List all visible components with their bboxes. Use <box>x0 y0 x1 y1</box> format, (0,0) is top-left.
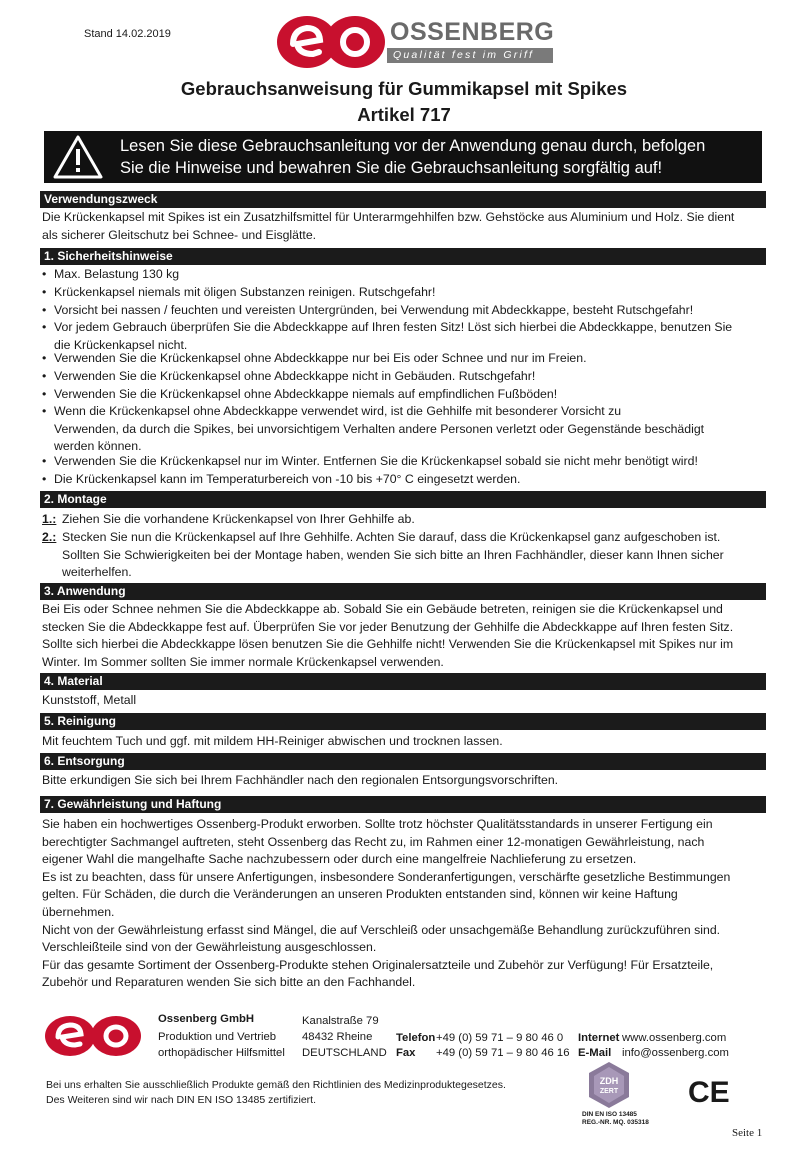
text-line: • Vorsicht bei nassen / feuchten und vereisten Untergründen, bei Verwendung mit Abdeckkappe, besteht Rutschgefahr! <box>54 303 694 317</box>
footer-mail-label: E-Mail <box>578 1047 612 1059</box>
section-heading-gewaehrleistung: 7. Gewährleistung und Haftung <box>40 796 766 813</box>
text-line: die Krückenkapsel nicht. <box>54 337 188 352</box>
text-line: gelten. Für Schäden, die durch die Veränderungen an unseren Produkten entstanden sind, können wir keine Haftung <box>42 887 678 902</box>
footer-tel: +49 (0) 59 71 – 9 80 46 0 <box>436 1032 564 1044</box>
gewaehrleistung-text <box>42 816 766 992</box>
text-line: Die Krückenkapsel mit Spikes ist ein Zusatzhilfsmittel für Unterarmgehhilfen bzw. Gehstöcke aus Aluminium und Holz. Sie dient <box>42 210 735 224</box>
text-line: • Verwenden Sie die Krückenkapsel ohne Abdeckkappe nur bei Eis oder Schnee und nur im Freien. <box>54 351 587 365</box>
step-number: 1.: <box>42 512 57 526</box>
anwendung-text <box>42 601 766 671</box>
section-heading-montage: 2. Montage <box>40 491 766 508</box>
montage-step <box>42 529 766 582</box>
bullet-item <box>42 403 766 456</box>
ce-mark: CE <box>688 1076 730 1109</box>
text-line: stecken Sie die Abdeckkappe fest auf. Überprüfen Sie vor jeder Benutzung der Gehhilfe die Abdeckkappe auf Ihren festen Sitz. <box>42 619 734 634</box>
text-line: Stecken Sie nun die Krückenkapsel auf Ihre Gehhilfe. Achten Sie darauf, dass die Krückenkapsel ganz aufgeschoben ist. <box>62 530 721 544</box>
bullet-item <box>42 350 766 368</box>
footer-desc: Produktion und Vertrieb <box>158 1031 277 1043</box>
page-number: Seite 1 <box>732 1127 763 1139</box>
text-line: Sollten Sie Schwierigkeiten bei der Montage haben, wenden Sie sich bitte an Ihren Fachhändler, dieser kann Ihnen sicher <box>62 547 724 562</box>
warning-line: Lesen Sie diese Gebrauchsanleitung vor der Anwendung genau durch, befolgen <box>120 137 706 155</box>
text-line: Nicht von der Gewährleistung erfasst sind Mängel, die auf Verschleiß oder unsachgemäße Behandlung zurückzuführen sind. <box>42 922 721 937</box>
warning-banner <box>44 131 762 183</box>
footer-disclaimer <box>46 1078 506 1108</box>
footer-country: DEUTSCHLAND <box>302 1047 387 1059</box>
text-line: • Verwenden Sie die Krückenkapsel nur im Winter. Entfernen Sie die Krückenkapsel sobald sie nicht mehr benötigt wird! <box>54 454 698 468</box>
entsorgung-text: Bitte erkundigen Sie sich bei Ihrem Fachhändler nach den regionalen Entsorgungsvorschriften. <box>42 773 559 787</box>
text-line: werden können. <box>54 439 142 454</box>
text-line: • Max. Belastung 130 kg <box>54 267 180 281</box>
text-line: Bei uns erhalten Sie ausschließlich Produkte gemäß den Richtlinien des Medizinproduktegesetzes. <box>46 1079 506 1091</box>
text-line: • Verwenden Sie die Krückenkapsel ohne Abdeckkappe niemals auf empfindlichen Fußböden! <box>54 387 558 401</box>
footer-web-label: Internet <box>578 1032 620 1044</box>
text-line: Winter. Im Sommer sollten Sie immer normale Krückenkapsel verwenden. <box>42 654 444 669</box>
text-line: als sicherer Gleitschutz bei Schnee- und Eisglätte. <box>42 227 317 242</box>
text-line: eigener Wahl die mangelhafte Sache nachzubessern oder durch eine mangelfreie Nachlieferung zu ersetzen. <box>42 852 637 867</box>
montage-step <box>42 511 766 529</box>
footer-street: Kanalstraße 79 <box>302 1015 379 1027</box>
text-line: Sie haben ein hochwertiges Ossenberg-Produkt erworben. Sollte trotz höchster Qualitätsstandards in unserer Fertigung ein <box>42 817 713 831</box>
footer-company: Ossenberg GmbH <box>158 1013 255 1025</box>
text-line: • Vor jedem Gebrauch überprüfen Sie die Abdeckkappe auf Ihren festen Sitz! Löst sich hierbei die Abdeckkappe, benutzen Sie <box>54 320 733 334</box>
text-line: Des Weiteren sind wir nach DIN EN ISO 13485 zertifiziert. <box>46 1094 316 1106</box>
zdh-zert-seal-icon <box>584 1060 634 1110</box>
text-line: • Wenn die Krückenkapsel ohne Abdeckkappe verwendet wird, ist die Gehhilfe mit besonderer Vorsicht zu <box>54 404 622 418</box>
text-line: • Die Krückenkapsel kann im Temperaturbereich von -10 bis +70° C eingesetzt werden. <box>54 472 521 486</box>
footer-desc: orthopädischer Hilfsmittel <box>158 1047 285 1059</box>
text-line: Sollte sich hierbei die Abdeckkappe lösen benutzen Sie die Gehhilfe nicht! Verwenden Sie die Krückenkapsel mit Spikes nur im <box>42 637 734 652</box>
footer-mail: info@ossenberg.com <box>622 1047 729 1059</box>
text-line: Ziehen Sie die vorhandene Krückenkapsel von Ihrer Gehhilfe ab. <box>62 512 415 526</box>
zert-badge-text: ZERT <box>599 1088 619 1095</box>
zdh-badge-text: ZDH <box>599 1076 619 1086</box>
section-heading-sicherheitshinweise: 1. Sicherheitshinweise <box>40 248 766 265</box>
section-heading-verwendungszweck: Verwendungszweck <box>40 191 766 208</box>
step-number: 2.: <box>42 530 57 544</box>
ossenberg-logo <box>275 14 555 70</box>
warning-line: Sie die Hinweise und bewahren Sie die Gebrauchsanleitung sorgfältig auf! <box>120 159 663 177</box>
eo-footer-logo-icon <box>44 1015 142 1057</box>
text-line: berechtigter Sachmangel auftreten, steht Ossenberg das Recht zu, im Rahmen einer 12-monatigen Gewährleistung, nach <box>42 834 705 849</box>
bullet-item <box>42 266 766 284</box>
text-line: Für das gesamte Sortiment der Ossenberg-Produkte stehen Originalersatzteile und Zubehör zur Verfügung! Für Ersatzteile, <box>42 957 714 972</box>
text-line: übernehmen. <box>42 904 115 919</box>
section-heading-material: 4. Material <box>40 673 766 690</box>
footer-tel-label: Telefon <box>396 1032 436 1044</box>
bullet-item <box>42 319 766 354</box>
section-heading-reinigung: 5. Reinigung <box>40 713 766 730</box>
text-line: • Verwenden Sie die Krückenkapsel ohne Abdeckkappe nicht in Gebäuden. Rutschgefahr! <box>54 369 536 383</box>
text-line: Zubehör und Reparaturen wenden Sie sich bitte an den Fachhandel. <box>42 975 416 990</box>
zdh-regnr: REG.-NR. MQ. 035318 <box>582 1119 649 1126</box>
eo-logo-mark-icon <box>275 14 387 70</box>
logo-name: OSSENBERG <box>390 18 555 46</box>
text-line: weiterhelfen. <box>62 565 132 580</box>
text-line: Verwenden, da durch die Spikes, bei unvorsichtigem Verhalten andere Personen verletzt oder Gegenstände beschädigt <box>54 421 705 436</box>
bullet-item <box>42 471 766 489</box>
warning-triangle-icon <box>52 134 104 180</box>
section-heading-anwendung: 3. Anwendung <box>40 583 766 600</box>
logo-slogan: Qualität fest im Griff <box>393 49 535 61</box>
footer-fax: +49 (0) 59 71 – 9 80 46 16 <box>436 1047 570 1059</box>
footer-city: 48432 Rheine <box>302 1031 373 1043</box>
bullet-item <box>42 284 766 302</box>
bullet-item <box>42 368 766 386</box>
reinigung-text: Mit feuchtem Tuch und ggf. mit mildem HH-Reiniger abwischen und trocknen lassen. <box>42 734 503 748</box>
article-number: Artikel 717 <box>357 104 451 125</box>
text-line: Es ist zu beachten, dass für unsere Anfertigungen, insbesondere Sonderanfertigungen, verschärfte gesetzliche Bestimmungen <box>42 869 731 884</box>
document-title: Gebrauchsanweisung für Gummikapsel mit Spikes <box>180 78 628 99</box>
zweck-text <box>42 209 766 244</box>
section-heading-entsorgung: 6. Entsorgung <box>40 753 766 770</box>
stand-date: Stand 14.02.2019 <box>84 28 171 40</box>
text-line: • Krückenkapsel niemals mit öligen Substanzen reinigen. Rutschgefahr! <box>54 285 436 299</box>
text-line: Verschleißteile sind von der Gewährleistung ausgeschlossen. <box>42 940 377 955</box>
material-text: Kunststoff, Metall <box>42 693 137 707</box>
footer-fax-label: Fax <box>396 1047 416 1059</box>
zdh-norm: DIN EN ISO 13485 <box>582 1111 637 1118</box>
bullet-item <box>42 386 766 404</box>
text-line: Bei Eis oder Schnee nehmen Sie die Abdeckkappe ab. Sobald Sie ein Gebäude betreten, reinigen sie die Krückenkapsel und <box>42 602 723 616</box>
bullet-item <box>42 302 766 320</box>
bullet-item <box>42 453 766 471</box>
footer-web: www.ossenberg.com <box>622 1032 727 1044</box>
